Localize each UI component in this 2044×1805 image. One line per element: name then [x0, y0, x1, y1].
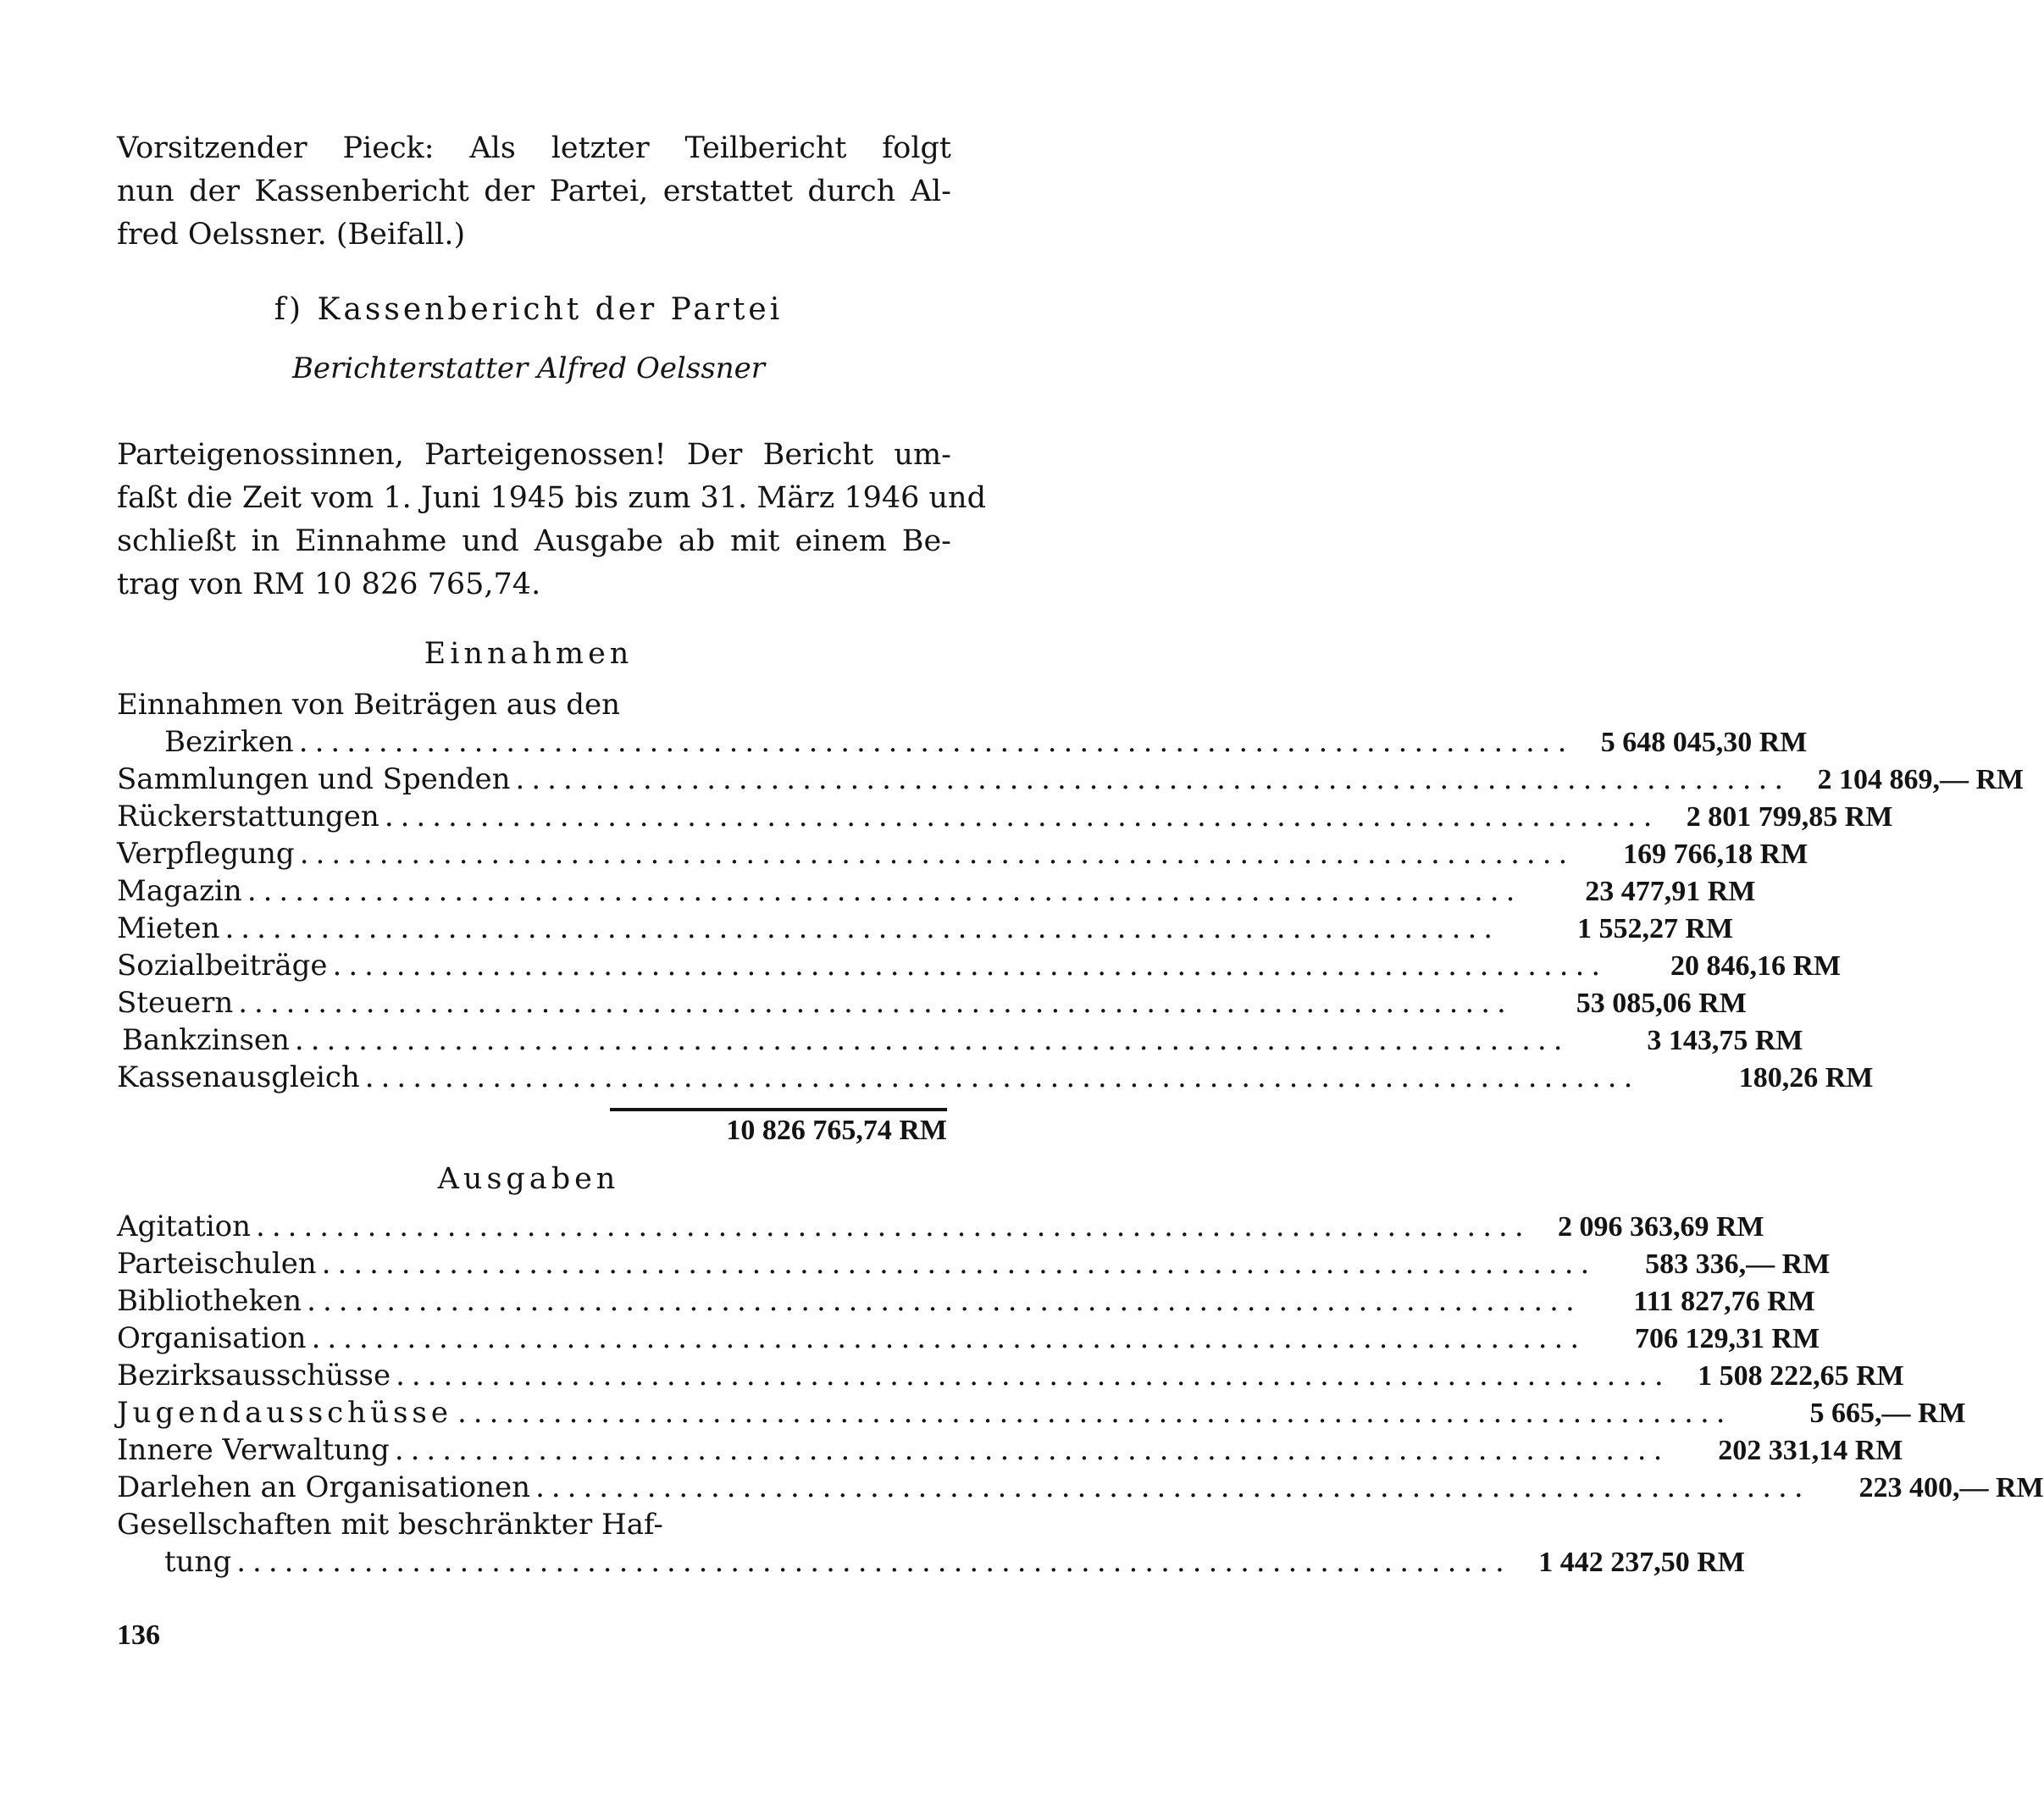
- ledger-row: [117, 1508, 947, 1545]
- leader-dots: ................................................................................: [384, 800, 1659, 833]
- ledger-label: Parteischulen: [117, 1247, 317, 1281]
- leader-dots: ................................................................................: [298, 725, 1574, 759]
- ledger-row: [117, 800, 1893, 837]
- ledger-label: Gesellschaften mit beschränkter Haf-: [117, 1508, 663, 1542]
- leader-dots: ................................................................................: [299, 837, 1575, 871]
- ledger-amount: 5 648 045,30 RM: [1600, 727, 1808, 758]
- ledger-label: tung: [164, 1545, 232, 1579]
- leader-dots: ................................................................................: [294, 1023, 1570, 1057]
- leader-dots: ................................................................................: [364, 1060, 1640, 1094]
- ledger-amount: 3 143,75 RM: [1647, 1025, 1803, 1056]
- ledger-amount: 180,26 RM: [1738, 1062, 1874, 1094]
- ledger-row: [117, 874, 1756, 911]
- ledger-row: [117, 949, 1842, 986]
- ledger-label: Bezirksausschüsse: [117, 1359, 391, 1393]
- ledger-label: Steuern: [117, 986, 234, 1020]
- leader-dots: ................................................................................: [311, 1321, 1587, 1355]
- expenses-title: Ausgaben: [437, 1162, 620, 1196]
- ledger-amount: 202 331,14 RM: [1718, 1435, 1903, 1466]
- ledger-amount: 1 552,27 RM: [1576, 913, 1734, 944]
- ledger-amount: 53 085,06 RM: [1576, 988, 1747, 1019]
- ledger-row: [117, 725, 1808, 762]
- ledger-row: [117, 911, 1734, 949]
- ledger-row: [117, 688, 947, 725]
- ledger-row: [117, 1210, 1764, 1247]
- ledger-label: Bibliotheken: [117, 1284, 302, 1318]
- ledger-row: [117, 1023, 1803, 1060]
- ledger-amount: 111 827,76 RM: [1633, 1286, 1815, 1317]
- ledger-label: Bezirken: [164, 725, 294, 759]
- ledger-label: Sozialbeiträge: [117, 949, 328, 983]
- ledger-amount: 1 442 237,50 RM: [1538, 1547, 1745, 1578]
- report-line: schließt in Einnahme und Ausgabe ab mit einem Be-: [117, 524, 951, 558]
- ledger-label: Sammlungen und Spenden: [117, 762, 511, 796]
- ledger-label: Jugendausschüsse: [117, 1396, 452, 1430]
- report-line: Parteigenossinnen, Parteigenossen! Der Bericht um-: [117, 438, 951, 472]
- report-line: faßt die Zeit vom 1. Juni 1945 bis zum 31. März 1946 und: [117, 481, 987, 515]
- leader-dots: ................................................................................: [457, 1396, 1732, 1430]
- ledger-row: [117, 1396, 1966, 1433]
- leader-dots: ................................................................................: [238, 986, 1513, 1020]
- ledger-amount: 20 846,16 RM: [1670, 950, 1842, 982]
- intro-paragraph: [117, 127, 951, 257]
- ledger-label: Magazin: [117, 874, 242, 908]
- ledger-label: Darlehen an Organisationen: [117, 1470, 531, 1504]
- leader-dots: ................................................................................: [246, 874, 1522, 908]
- ledger-amount: 2 096 363,69 RM: [1557, 1211, 1764, 1243]
- ledger-row: [117, 1359, 1904, 1396]
- page-number: 136: [117, 1620, 160, 1651]
- leader-dots: ................................................................................: [535, 1470, 1810, 1504]
- leader-dots: ................................................................................: [307, 1284, 1581, 1318]
- leader-dots: ................................................................................: [396, 1359, 1670, 1393]
- income-title: Einnahmen: [424, 637, 634, 671]
- ledger-row: [117, 837, 1809, 874]
- ledger-label: Verpflegung: [117, 837, 295, 871]
- leader-dots: ................................................................................: [236, 1545, 1511, 1579]
- income-ledger: [117, 688, 2025, 1098]
- ledger-row: [117, 1284, 1815, 1321]
- ledger-row: [117, 1321, 1820, 1359]
- ledger-label: Einnahmen von Beiträgen aus den: [117, 688, 621, 722]
- ledger-amount: 1 508 222,65 RM: [1698, 1360, 1904, 1392]
- ledger-label: Organisation: [117, 1321, 307, 1355]
- section-heading: f) Kassenbericht der Partei: [274, 292, 784, 327]
- ledger-row: [117, 1545, 1745, 1582]
- ledger-row: [117, 1060, 1874, 1098]
- leader-dots: ................................................................................: [332, 949, 1608, 983]
- ledger-amount: 223 400,— RM: [1858, 1472, 2044, 1503]
- ledger-label: Agitation: [117, 1210, 252, 1243]
- sum-rule: [610, 1108, 947, 1111]
- ledger-row: [117, 1433, 1903, 1470]
- income-total: 10 826 765,74 RM: [726, 1115, 947, 1146]
- ledger-label: Mieten: [117, 911, 220, 945]
- ledger-amount: 2 104 869,— RM: [1817, 764, 2025, 795]
- intro-line: nun der Kassenbericht der Partei, erstattet durch Al-: [117, 174, 951, 208]
- leader-dots: ................................................................................: [224, 911, 1500, 945]
- ledger-amount: 2 801 799,85 RM: [1686, 801, 1893, 833]
- ledger-amount: 5 665,— RM: [1809, 1398, 1966, 1429]
- ledger-label: Kassenausgleich: [117, 1060, 360, 1094]
- report-line: trag von RM 10 826 765,74.: [117, 568, 541, 601]
- leader-dots: ................................................................................: [394, 1433, 1670, 1467]
- ledger-amount: 583 336,— RM: [1645, 1249, 1831, 1280]
- report-paragraph: [117, 434, 987, 606]
- ledger-label: Innere Verwaltung: [117, 1433, 390, 1467]
- ledger-amount: 706 129,31 RM: [1635, 1323, 1820, 1354]
- ledger-label: Bankzinsen: [122, 1023, 290, 1057]
- ledger-amount: 169 766,18 RM: [1623, 839, 1809, 870]
- section-subheading: Berichterstatter Alfred Oelssner: [291, 352, 766, 385]
- ledger-amount: 23 477,91 RM: [1585, 876, 1756, 907]
- intro-line: fred Oelssner. (Beifall.): [117, 218, 466, 252]
- leader-dots: ................................................................................: [515, 762, 1791, 796]
- leader-dots: ................................................................................: [256, 1210, 1531, 1243]
- ledger-row: [117, 1470, 2044, 1508]
- leader-dots: ................................................................................: [321, 1247, 1597, 1281]
- ledger-label: Rückerstattungen: [117, 800, 379, 833]
- expenses-ledger: [117, 1210, 2044, 1582]
- ledger-row: [117, 986, 1747, 1023]
- ledger-row: [117, 1247, 1831, 1284]
- intro-line: Vorsitzender Pieck: Als letzter Teilbericht folgt: [117, 131, 951, 165]
- ledger-row: [117, 762, 2025, 800]
